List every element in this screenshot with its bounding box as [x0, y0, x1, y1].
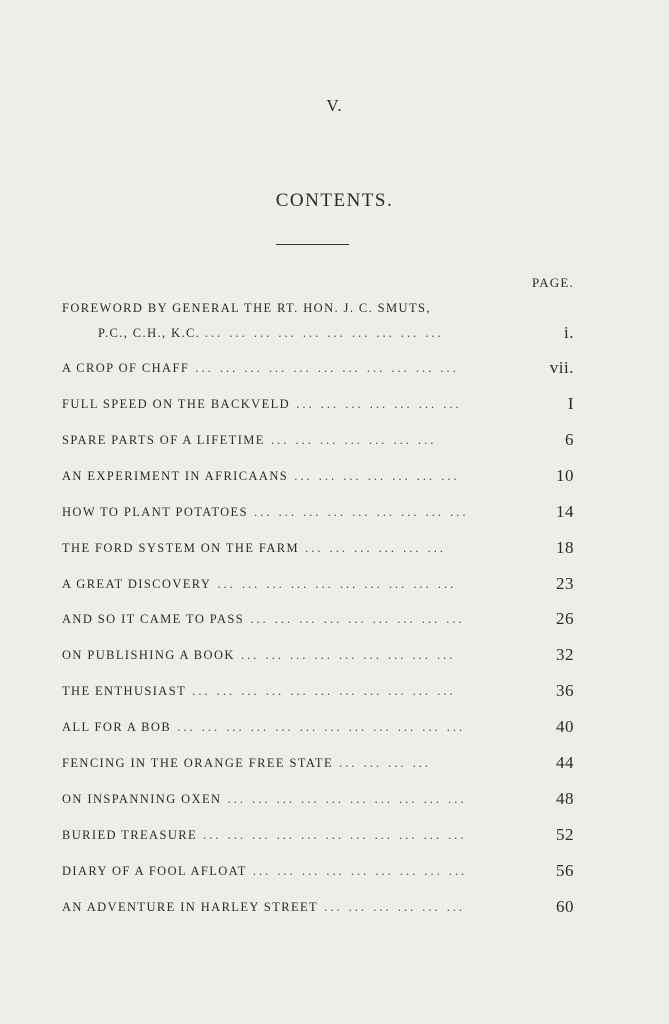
toc-entry-title: A CROP OF CHAFF ... ... ... ... ... ... ... ... ... ... ... — [62, 361, 459, 375]
toc-entry — [62, 571, 574, 597]
toc-entry-foreword — [62, 295, 574, 321]
toc-entry-title: ALL FOR A BOB ... ... ... ... ... ... ... ... ... ... ... ... — [62, 720, 466, 734]
leader-dots: ... ... ... ... ... ... ... — [264, 433, 437, 447]
toc-entry-title: BURIED TREASURE ... ... ... ... ... ... ... ... ... ... ... — [62, 828, 467, 842]
leader-dots: ... ... ... ... ... ... ... ... ... ... ... — [197, 828, 467, 842]
leader-dots: ... ... ... ... ... ... ... ... ... — [234, 648, 456, 662]
leader-dots: ... ... ... ... ... ... ... — [288, 469, 460, 483]
toc-entry-title: ON INSPANNING OXEN ... ... ... ... ... ... ... ... ... ... — [62, 792, 467, 806]
toc-entry-page: 36 — [556, 681, 574, 700]
toc-entry-page: 44 — [556, 753, 574, 772]
toc-entry — [62, 535, 574, 561]
toc-entry-page: 6 — [565, 430, 574, 449]
toc-entry-page: 10 — [556, 466, 574, 485]
toc-entry-page: 18 — [556, 538, 574, 557]
toc-entry-page: 56 — [556, 861, 574, 880]
toc-entry-title — [62, 295, 431, 321]
toc-entry-page: 48 — [556, 789, 574, 808]
toc-entry-title: DIARY OF A FOOL AFLOAT ... ... ... ... ... ... ... ... ... — [62, 864, 468, 878]
toc-entry-page: vii. — [549, 358, 574, 377]
toc-entry-page: 60 — [556, 897, 574, 916]
leader-dots: ... ... ... ... ... ... ... ... ... ... — [204, 326, 444, 340]
leader-dots: ... ... ... ... — [333, 756, 431, 770]
leader-dots: ... ... ... ... ... ... — [318, 900, 466, 914]
toc-entry-title-line2: P.C., C.H., K.C. — [98, 326, 201, 340]
toc-entry — [62, 463, 574, 489]
toc-entry-title: AN ADVENTURE IN HARLEY STREET ... ... ... ... ... ... — [62, 900, 466, 914]
toc-entry-title — [98, 320, 444, 346]
leader-dots: ... ... ... ... ... ... ... ... ... ... ... ... — [171, 720, 466, 734]
toc-entry-title: HOW TO PLANT POTATOES ... ... ... ... ... ... ... ... ... — [62, 505, 469, 519]
heading-rule — [276, 244, 349, 245]
toc-entry-page: i. — [564, 323, 574, 342]
toc-entry-title: FENCING IN THE ORANGE FREE STATE ... ... ... ... — [62, 756, 431, 770]
leader-dots: ... ... ... ... ... ... ... ... ... ... — [221, 792, 467, 806]
page-column-label: PAGE. — [531, 275, 574, 290]
toc-entry-title-line1: FOREWORD BY GENERAL THE RT. HON. J. C. SMUTS, — [62, 301, 431, 315]
toc-entry-title: FULL SPEED ON THE BACKVELD ... ... ... ... ... ... ... — [62, 397, 462, 411]
toc-entry-title: AND SO IT CAME TO PASS ... ... ... ... ... ... ... ... ... — [62, 612, 465, 626]
toc-entry-foreword-cont — [62, 320, 574, 346]
leader-dots: ... ... ... ... ... ... ... ... ... — [246, 864, 468, 878]
toc-entry-page: 14 — [556, 502, 574, 521]
leader-dots: ... ... ... ... ... ... ... ... ... ... ... — [186, 684, 456, 698]
leader-dots: ... ... ... ... ... ... ... ... ... ... ... — [189, 361, 459, 375]
toc-entry-title: THE FORD SYSTEM ON THE FARM ... ... ... ... ... ... — [62, 541, 447, 555]
toc-entry — [62, 714, 574, 740]
toc-entry-page: 23 — [556, 574, 574, 593]
toc-entry-page: 26 — [556, 609, 574, 628]
leader-dots: ... ... ... ... ... ... — [299, 541, 447, 555]
toc-entry — [62, 606, 574, 632]
toc-entry-page: 40 — [556, 717, 574, 736]
toc-entry — [62, 642, 574, 668]
toc-entry-title: AN EXPERIMENT IN AFRICAANS ... ... ... ... ... ... ... — [62, 469, 460, 483]
toc-entry — [62, 427, 574, 453]
toc-entry-title: ON PUBLISHING A BOOK ... ... ... ... ... ... ... ... ... — [62, 648, 456, 662]
toc-entry-page: 52 — [556, 825, 574, 844]
toc-entry-page: I — [567, 394, 574, 413]
toc-entry-title: A GREAT DISCOVERY ... ... ... ... ... ... ... ... ... ... — [62, 577, 457, 591]
toc-entry — [62, 499, 574, 525]
toc-entry — [62, 822, 574, 848]
leader-dots: ... ... ... ... ... ... ... ... ... ... — [211, 577, 457, 591]
toc-entry — [62, 678, 574, 704]
toc-entry — [62, 355, 574, 381]
contents-heading: CONTENTS. — [275, 190, 394, 211]
toc-entry — [62, 786, 574, 812]
toc-entry — [62, 391, 574, 417]
toc-entry — [62, 750, 574, 776]
leader-dots: ... ... ... ... ... ... ... ... ... — [244, 612, 465, 626]
toc-entry — [62, 858, 574, 884]
toc-entry-page: 32 — [556, 645, 574, 664]
toc-entry — [62, 894, 574, 920]
toc-entry-title: THE ENTHUSIAST ... ... ... ... ... ... ... ... ... ... ... — [62, 684, 456, 698]
toc-entry-title: SPARE PARTS OF A LIFETIME ... ... ... ... ... ... ... — [62, 433, 437, 447]
leader-dots: ... ... ... ... ... ... ... — [290, 397, 462, 411]
leader-dots: ... ... ... ... ... ... ... ... ... — [247, 505, 469, 519]
page-number: V. — [326, 96, 343, 115]
